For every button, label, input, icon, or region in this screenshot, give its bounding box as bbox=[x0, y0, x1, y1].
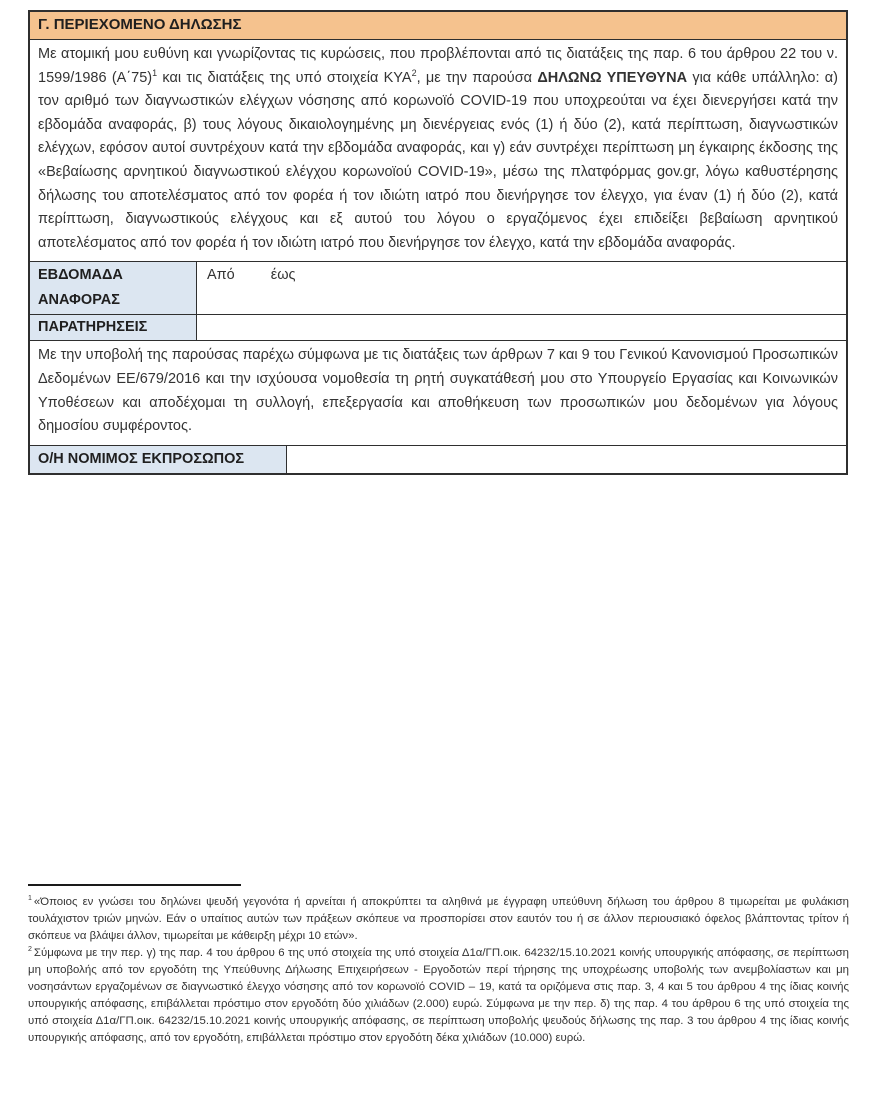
footnote-1 bbox=[28, 894, 849, 945]
footnote-separator bbox=[28, 884, 241, 886]
week-to-label: έως bbox=[270, 267, 296, 284]
declaration-paragraph: Με ατομική μου ευθύνη και γνωρίζοντας τις κυρώσεις, που προβλέπονται από τις διατάξεις της παρ. 6 του άρθρου 22 του ν. 1599/1986 $(A΄75)^1$ και τις διατάξεις της υπό στοιχεία ΚΥΑ$^2$, με την παρούσα ΔΗΛΩΝΩ ΥΠΕΥΘΥΝΑ για κάθε υπάλληλο: α) τον αριθμό των διαγνωστικών ελέγχων νόσησης από κορωνοϊό COVID-19 που υποχρεούται να έχει διενεργήσει κατά την εβδομάδα αναφοράς, β) τους λόγους δικαιολογημένης μη διενέργειας ενός (1) ή δύο (2), κατά περίπτωση, διαγνωστικών ελέγχων, εφόσον αυτοί συντρέχουν κατά την εβδομάδα αναφοράς, και γ) εάν συντρέχει περίπτωση μη έγκαιρης έκδοσης της «Βεβαίωσης αρνητικού διαγνωστικού ελέγχου κορωνοϊού COVID-19», μέσω της πλατφόρμας gov.gr, λόγω καθυστέρησης δήλωσης του αποτελέσματος από τον φορέα ή τον ιδιώτη ιατρό που διενήργησε τον έλεγχο, για έναν (1) ή δύο (2), κατά περίπτωση, διαγνωστικούς ελέγχους και εξ αυτού του λόγου ο εργαζόμενος έχει επιδείξει βεβαίωση αρνητικού αποτελέσματος από τον φορέα ή τον ιδιώτη ιατρό που διενήργησε τον έλεγχο, κατά την εβδομάδα αναφοράς. bbox=[30, 39, 846, 261]
footnotes-section bbox=[28, 884, 849, 1047]
representative-field-cell[interactable] bbox=[287, 446, 846, 473]
footnote-1-marker: 1 bbox=[28, 895, 32, 903]
footnote-2-marker: 2 bbox=[28, 946, 32, 954]
footnote-2 bbox=[28, 945, 849, 1047]
remarks-row bbox=[30, 314, 846, 340]
representative-field[interactable] bbox=[297, 447, 838, 472]
representative-row bbox=[30, 445, 846, 473]
remarks-label: ΠΑΡΑΤΗΡΗΣΕΙΣ bbox=[30, 315, 197, 340]
footnote-2-text: Σύμφωνα με την περ. γ) της παρ. 4 του άρθρου 6 της υπό στοιχεία της υπό στοιχεία Δ1α/ΓΠ.οικ. 64232/15.10.2021 κοινής υπουργικής απόφασης, σε περίπτωση μη υποβολής από τον εργοδότη της Υπεύθυνης Δήλωσης Επιχειρήσεων - Εργοδοτών περί τήρησης της υποχρέωσης υποβολής των ανεμβολίαστων και μη νοσησάντων εργαζομένων σε διαγνωστικό έλεγχο νόσησης από τον κορωνοϊό COVID – 19, κατά τα οριζόμενα στις παρ. 3, 4 και 5 του άρθρου 4 της ίδιας κοινής υπουργικής απόφασης, επιβάλλεται πρόστιμο στον εργοδότη δύο χιλιάδων (2.000) ευρώ. Σύμφωνα με την περ. δ) της παρ. 4 του άρθρου 6 της υπό στοιχεία της υπό στοιχεία Δ1α/ΓΠ.οικ. 64232/15.10.2021 κοινής υπουργικής απόφασης, σε περίπτωση υποβολής ψευδούς δήλωσης της παρ. 3 του άρθρου 4 της ίδιας κοινής υπουργικής απόφασης, από τον εργοδότη, επιβάλλεται πρόστιμο στον εργοδότη δέκα χιλιάδων (10.000) ευρώ. bbox=[28, 947, 849, 1044]
week-label: ΕΒΔΟΜΑΔΑ ΑΝΑΦΟΡΑΣ bbox=[30, 262, 197, 314]
footnote-1-text: «Όποιος εν γνώσει του δηλώνει ψευδή γεγονότα ή αρνείται ή αποκρύπτει τα αληθινά με έγγραφη υπεύθυνη δήλωση του άρθρου 8 τιμωρείται με φυλάκιση τουλάχιστον τριών μηνών. Εάν ο υπαίτιος αυτών των πράξεων σκόπευε να προσπορίσει στον εαυτόν του ή σε άλλον περιουσιακό όφελος βλάπτοντας τρίτον ή σκόπευε να βλάψει άλλον, τιμωρείται με κάθειρξη μέχρι 10 ετών». bbox=[28, 896, 849, 942]
week-row bbox=[30, 261, 846, 314]
consent-paragraph: Με την υποβολή της παρούσας παρέχω σύμφωνα με τις διατάξεις των άρθρων 7 και 9 του Γενικού Κανονισμού Προσωπικών Δεδομένων ΕΕ/679/2016 και την ισχύουσα νομοθεσία τη ρητή συγκατάθεσή μου στο Υπουργείο Εργασίας και Κοινωνικών Υποθέσεων και αποδέχομαι τη συλλογή, επεξεργασία και αποθήκευση των προσωπικών μου δεδομένων για λόγους δημοσίου συμφέροντος. bbox=[30, 340, 846, 444]
week-to-field[interactable] bbox=[296, 263, 838, 281]
representative-label: Ο/Η ΝΟΜΙΜΟΣ ΕΚΠΡΟΣΩΠΟΣ bbox=[30, 446, 287, 473]
week-value-cell[interactable] bbox=[197, 262, 846, 314]
week-from-label: Από bbox=[207, 267, 235, 284]
section-header: Γ. ΠΕΡΙΕΧΟΜΕΝΟ ΔΗΛΩΣΗΣ bbox=[30, 12, 846, 39]
week-from-field[interactable] bbox=[235, 263, 271, 281]
remarks-field[interactable] bbox=[207, 316, 838, 339]
remarks-field-cell[interactable] bbox=[197, 315, 846, 340]
declaration-table bbox=[28, 10, 848, 475]
